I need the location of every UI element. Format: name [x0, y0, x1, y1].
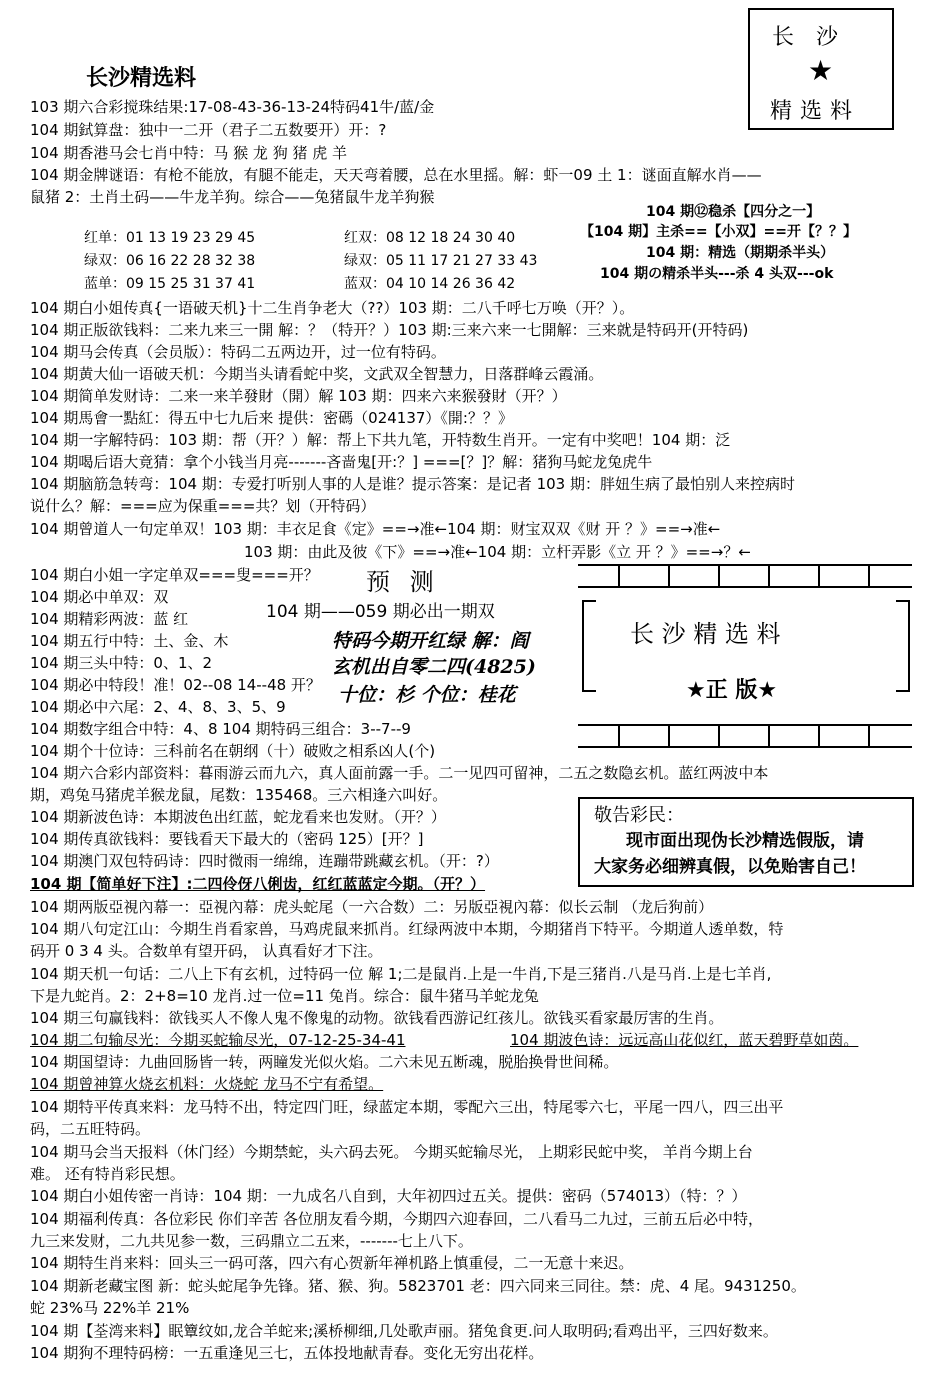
- side-line: 104 期の精杀半头---杀 4 头双---ok: [600, 266, 834, 282]
- text-line: 104 期传真欲钱料：要钱看天下最大的（密码 125）[开？]: [30, 830, 424, 848]
- text-line: 104 期简单发财诗：二来一来羊發財（開）解 103 期：四来六来猴發財（开？）: [30, 387, 567, 405]
- text-line: 码开 0 3 4 头。合数单有望开码， 认真看好才下注。: [30, 942, 383, 960]
- notice-body: 大家务必细辨真假，以免贻害自己！: [594, 857, 866, 877]
- text-line: 104 期一字解特码：103 期：帮（开？）解：帮上下共九笔，开特数生肖开。一定有中奖吧！104 期：泛: [30, 431, 731, 449]
- text-line: 104 期精彩两波：蓝 红: [30, 610, 189, 628]
- text-line: 104 期福利传真：各位彩民 你们辛苦 各位朋友看今期，今期四六迎春回，二八看马二九过，三前五后必中特，: [30, 1210, 763, 1228]
- text-line: 104 期天机一句话：二八上下有玄机，过特码一位 解 1;二是鼠肖.上是一牛肖,下是三猪肖.八是马肖.上是七羊肖,: [30, 965, 772, 983]
- text-line: 104 期黄大仙一语破天机：今期当头请看蛇中奖，文武双全智慧力，日落群峰云霞涌。: [30, 365, 604, 383]
- text-line: 104 期正版欲钱料：二来九来三一開 解：？（特开？）103 期:三来六来一七開解：三来就是特码开(开特码): [30, 321, 749, 339]
- text-line: 104 期波色诗：远远高山花似红，蓝天碧野草如茵。: [510, 1031, 859, 1049]
- title-box: [748, 8, 894, 130]
- text-line: 104 期馬會一點紅：得五中七九后来 提供：密碼（024137）《開:？？》: [30, 409, 513, 427]
- text-line: 104 期脑筋急转弯：104 期：专爱打听别人事的人是谁？提示答案：是记者 103 期：胖妞生病了最怕别人来控病时: [30, 475, 795, 493]
- text-line: 104 期两版亞視內幕一：亞視內幕：虎头蛇尾（一六合数）二：另版亞視內幕：似长云制 （龙后狗前）: [30, 898, 714, 916]
- text-line: 104 期必中特段！准！02--08 14--48 开？: [30, 676, 321, 694]
- text-line: 104 期八句定江山：今期生肖看家兽，马鸡虎鼠来抓肖。红绿两波中本期，今期猪肖下特平。今期道人透单数，特: [30, 920, 784, 938]
- text-line: 104 期马会当天报料（休门经）今期禁蛇，头六码去死。 今期买蛇输尽光， 上期彩民蛇中奖， 羊肖今期上台: [30, 1143, 753, 1161]
- wave-red-single: 红单：01 13 19 23 29 45: [84, 230, 256, 246]
- text-line: 104 期金牌谜语：有枪不能放，有腿不能走，天天弯着腰，总在水里摇。解：虾一09 土 1：谜面直解水肖——: [30, 166, 762, 184]
- text-line: 104 期特平传真来料：龙马特不出，特定四门旺，绿蓝定本期，零配六三出，特尾零六七，平尾一四八，四三出平: [30, 1098, 784, 1116]
- handwritten-line: 特码今期开红绿 解：阎: [332, 630, 529, 652]
- banner-bracket-left: [582, 600, 596, 692]
- banner-bracket-right: [896, 600, 910, 692]
- text-line: 104 期五行中特：土、金、木: [30, 632, 229, 650]
- text-line: 104 期澳门双包特码诗：四时微雨一绵绵，连蹦带跳藏玄机。（开：?）: [30, 852, 499, 870]
- text-line: 104 期曾神算火烧玄机料：火烧蛇 龙马不宁有希望。: [30, 1075, 384, 1093]
- predict-label: 预 测: [366, 568, 440, 596]
- text-line: 蛇 23%马 22%羊 21%: [30, 1299, 190, 1317]
- side-line: 104 期⑫稳杀【四分之一】: [646, 204, 821, 220]
- text-line: 104 期三头中特：0、1、2: [30, 654, 213, 672]
- notice-head: 敬告彩民：: [594, 805, 684, 826]
- star-icon: ★: [808, 54, 834, 87]
- notice-body: 现市面出现伪长沙精选假版，请: [626, 831, 864, 851]
- box-line1: 长沙: [772, 25, 861, 50]
- text-line: 104 期六合彩内部资料：暮雨游云而九六，真人面前露一手。二一见四可留神，二五之数隐玄机。蓝红两波中本: [30, 764, 769, 782]
- text-line: 104 期新老藏宝图 新：蛇头蛇尾争先锋。猪、猴、狗。5823701 老：四六同来三同往。禁：虎、4 尾。9431250。: [30, 1277, 806, 1295]
- text-line: 103 期六合彩搅珠结果:17-08-43-36-13-24特码41牛/蓝/金: [30, 98, 435, 116]
- page-title: 长沙精选料: [86, 66, 197, 91]
- text-line: 九三来发财，二九共见参一数，三码鼎立二五来，-------七上八下。: [30, 1232, 473, 1250]
- text-line: 说什么？解：===应为保重===共？划（开特码）: [30, 497, 376, 515]
- text-line: 104 期曾道人一句定单双！103 期：丰衣足食《定》==→准←104 期：财宝双双《财 开 ？》==→准←: [30, 520, 721, 538]
- banner-title: 长 沙 精 选 料: [630, 620, 781, 648]
- wave-green-double: 绿双：05 11 17 21 27 33 43: [344, 253, 538, 269]
- text-line: 104 期必中六尾：2、4、8、3、5、9: [30, 698, 286, 716]
- wave-blue-single: 蓝单：09 15 25 31 37 41: [84, 276, 256, 292]
- wave-green-single: 绿双：06 16 22 28 32 38: [84, 253, 256, 269]
- text-line: 104 期香港马会七肖中特：马 猴 龙 狗 猪 虎 羊: [30, 144, 348, 162]
- text-line: 104 期狗不理特码榜：一五重逢见三七，五体投地献青春。变化无穷出花样。: [30, 1344, 544, 1362]
- banner-top-bar: [578, 564, 912, 588]
- text-line: 码，二五旺特码。: [30, 1120, 151, 1138]
- text-line: 104 期三句赢钱料：欲钱买人不像人鬼不像鬼的动物。欲钱看西游记红孩儿。欲钱买看家最厉害的生肖。: [30, 1009, 724, 1027]
- text-line: 104 期个十位诗：三科前名在朝纲（十）破败之相系凶人(个): [30, 742, 436, 760]
- handwritten-line: 玄机出自零二四(4825): [332, 656, 536, 678]
- text-line: 104 期白小姐传密一肖诗：104 期：一九成名八自到，大年初四过五关。提供：密码（574013）（特：？）: [30, 1187, 747, 1205]
- text-line: 104 期白小姐传真{一语破天机}十二生肖争老大（??）103 期：二八千呼七万唤（开？）。: [30, 299, 635, 317]
- text-line: 104 期二句输尽光：今期买蛇输尽光，07-12-25-34-41: [30, 1031, 406, 1049]
- wave-blue-double: 蓝双：04 10 14 26 36 42: [344, 276, 516, 292]
- text-line: 104 期【简单好下注】:二四伶伢八俐齿，红红蓝蓝定今期。（开？）: [30, 875, 486, 893]
- text-line: 104 期喝后语大竟猜：拿个小钱当月亮-------吝啬鬼[开:？] ===[？]？解：猪狗马蛇龙兔虎牛: [30, 453, 653, 471]
- text-line: 难。 还有特肖彩民想。: [30, 1165, 185, 1183]
- banner-sub: ★正 版★: [686, 678, 778, 703]
- text-line: 104 期数字组合中特：4、8 104 期特码三组合：3--7--9: [30, 720, 411, 738]
- text-line: 下是九蛇肖。2：2+8=10 龙肖.过一位=11 兔肖。综合：鼠牛猪马羊蛇龙兔: [30, 987, 539, 1005]
- text-line: 104 期必中单双：双: [30, 588, 169, 606]
- text-line: 104 期鉽算盘：独中一二开（君子二五数要开）开：?: [30, 121, 387, 139]
- text-line: 期，鸡兔马猪虎羊猴龙鼠，尾数：135468。三六相逢六叫好。: [30, 786, 448, 804]
- side-line: 【104 期】主杀==【小双】==开【？？】: [580, 224, 858, 240]
- text-line-center: 103 期：由此及彼《下》==→准←104 期：立杆弄影《立 开 ？》==→？←: [244, 543, 751, 561]
- text-line: 104 期新波色诗：本期波色出红蓝，蛇龙看来也发财。（开？）: [30, 808, 446, 826]
- text-line: 104 期马会传真（会员版）：特码二五两边开，过一位有特码。: [30, 343, 446, 361]
- text-line: 104 期【荃湾来料】眠簟纹如,龙合羊蛇来;溪桥柳细,几处歌声丽。猪兔食更.问人取明码;看鸡出平，三四好数来。: [30, 1322, 778, 1340]
- text-line: 104 期国望诗：九曲回肠皆一转，两瞳发光似火焰。二六未见五断魂，脱胎换骨世间稀。: [30, 1053, 619, 1071]
- predict-line: 104 期——059 期必出一期双: [266, 602, 495, 622]
- text-line: 104 期特生肖来料：回头三一码可落，四六有心贺新年禅机路上慎重侵，二一无意十来迟。: [30, 1254, 634, 1272]
- box-line2: 精选料: [770, 99, 861, 124]
- side-line: 104 期：精选（期期杀半头）: [646, 245, 835, 261]
- handwritten-line: 十位：杉 个位：桂花: [338, 684, 516, 706]
- banner-bottom-bar: [578, 724, 912, 748]
- text-line: 鼠猪 2：土肖土码——牛龙羊狗。综合——兔猪鼠牛龙羊狗猴: [30, 188, 435, 206]
- text-line: 104 期白小姐一字定单双===叟===开？: [30, 566, 319, 584]
- notice-box: [578, 797, 914, 887]
- wave-red-double: 红双：08 12 18 24 30 40: [344, 230, 516, 246]
